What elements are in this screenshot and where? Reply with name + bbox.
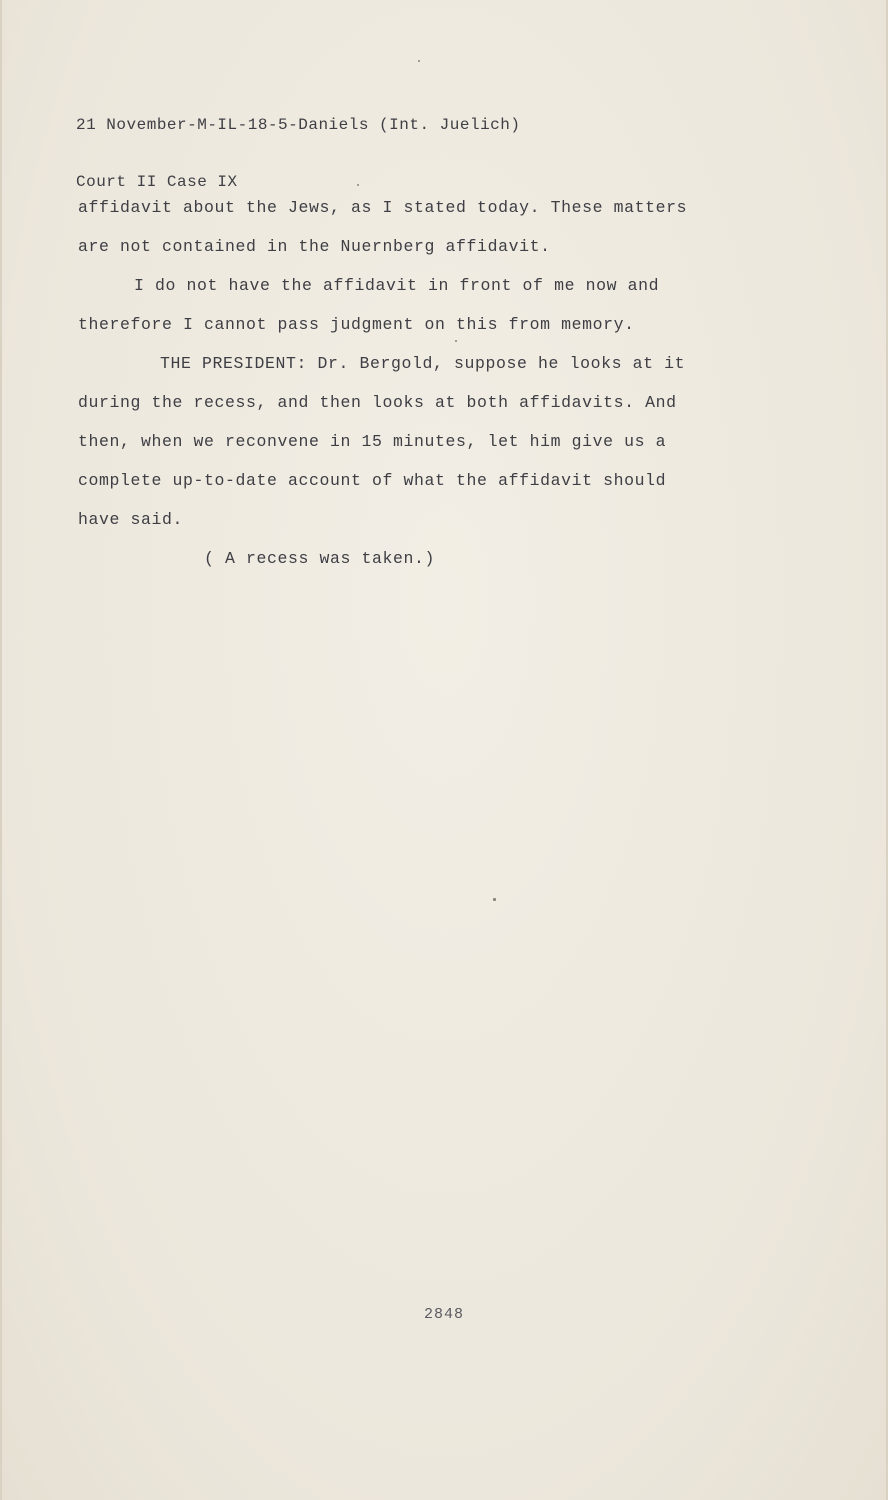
transcript-line: then, when we reconvene in 15 minutes, let him give us a — [78, 432, 667, 451]
page-number: 2848 — [423, 1306, 464, 1323]
ink-speck — [455, 340, 457, 342]
recess-note: ( A recess was taken.) — [204, 549, 436, 568]
transcript-line: affidavit about the Jews, as I stated today. These matters — [78, 198, 688, 217]
transcript-line: THE PRESIDENT: Dr. Bergold, suppose he looks at it — [160, 354, 686, 373]
transcript-line: during the recess, and then looks at both affidavits. And — [78, 393, 677, 412]
header-line-session: 21 November-M-IL-18-5-Daniels (Int. Juelich) — [76, 116, 521, 134]
ink-speck — [418, 60, 420, 62]
ink-speck — [357, 184, 359, 186]
ink-speck — [493, 898, 496, 901]
transcript-body — [78, 193, 768, 583]
transcript-line: therefore I cannot pass judgment on this from memory. — [78, 315, 635, 334]
transcript-line: complete up-to-date account of what the affidavit should — [78, 471, 667, 490]
transcript-line: have said. — [78, 510, 184, 529]
page-edge-left — [0, 0, 2, 1500]
transcript-line: are not contained in the Nuernberg affidavit. — [78, 237, 551, 256]
header-line-court: Court II Case IX — [76, 173, 238, 191]
transcript-line: I do not have the affidavit in front of me now and — [134, 276, 660, 295]
